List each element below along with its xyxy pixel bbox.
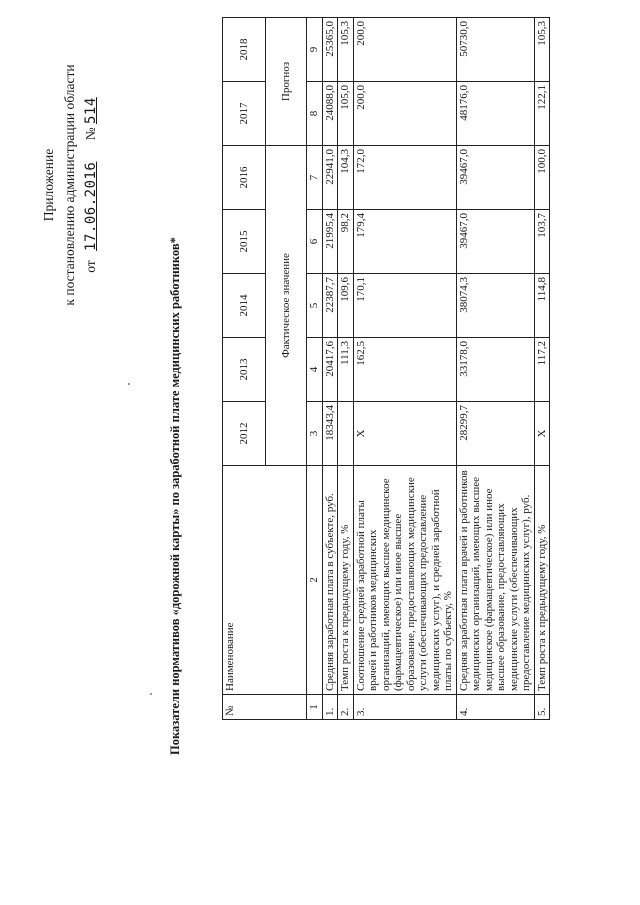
cell-value: 28299,7: [456, 402, 534, 466]
cell-value: 105,0: [338, 82, 354, 146]
cell-value: 162,5: [353, 338, 456, 402]
column-number: 8: [307, 82, 323, 146]
cell-value: Х: [534, 402, 550, 466]
cell-value: 22941,0: [322, 146, 338, 210]
cell-value: 105,3: [534, 18, 550, 82]
row-name: Темп роста к предыдущему году, %: [534, 466, 550, 695]
column-number: 2: [307, 466, 323, 695]
cell-value: 111,3: [338, 338, 354, 402]
table-row: [322, 18, 338, 720]
row-number: 3.: [353, 695, 456, 720]
handwritten-number: 514: [83, 97, 99, 124]
appendix-subtitle: к постановлению администрации области: [62, 64, 77, 306]
cell-value: 103,7: [534, 210, 550, 274]
cell-value: 24088,0: [322, 82, 338, 146]
table-row: [353, 18, 456, 720]
row-name: Соотношение средней заработной платы врачей и работников медицинских организаций, имеющих высшее медицинское (фармацевтическое) или иное высшее образование, предоставляющих медицинские услуги (обеспечивающих предоставление медицинских услуг), и средней заработной платы по субъекту, %: [353, 466, 456, 695]
header-row-years: [223, 18, 266, 720]
header-year-2016: 2016: [223, 146, 266, 210]
appendix-title: Приложение: [41, 148, 56, 222]
cell-value: 48176,0: [456, 82, 534, 146]
cell-value: 22387,7: [322, 274, 338, 338]
column-number: 6: [307, 210, 323, 274]
column-number: 3: [307, 402, 323, 466]
row-number: 4.: [456, 695, 534, 720]
handwritten-date: 17.06.2016: [83, 161, 99, 251]
cell-value: 50730,0: [456, 18, 534, 82]
cell-value: 39467,0: [456, 146, 534, 210]
column-number: 1: [307, 695, 323, 720]
date-prefix: от: [83, 260, 98, 273]
row-number: 2.: [338, 695, 354, 720]
cell-value: 20417,6: [322, 338, 338, 402]
column-number: 9: [307, 18, 323, 82]
header-year-2018: 2018: [223, 18, 266, 82]
cell-value: 39467,0: [456, 210, 534, 274]
header-group-forecast: Прогноз: [266, 18, 307, 146]
cell-value: 18343,4: [322, 402, 338, 466]
table-row: [534, 18, 550, 720]
row-name: Средняя заработная плата в субъекте, руб.: [322, 466, 338, 695]
cell-value: 179,4: [353, 210, 456, 274]
cell-value: Х: [353, 402, 456, 466]
cell-value: 170,1: [353, 274, 456, 338]
number-prefix: №: [83, 127, 98, 141]
roadmap-table: [222, 17, 550, 720]
cell-value: 200,0: [353, 82, 456, 146]
cell-value: [338, 402, 354, 466]
cell-value: 105,3: [338, 18, 354, 82]
table-row: [456, 18, 534, 720]
header-year-2014: 2014: [223, 274, 266, 338]
scan-speck: [150, 693, 152, 695]
column-number: 4: [307, 338, 323, 402]
header-year-2012: 2012: [223, 402, 266, 466]
cell-value: 109,6: [338, 274, 354, 338]
header-group-fact: Фактическое значение: [266, 146, 307, 466]
row-name: Темп роста к предыдущему году, %: [338, 466, 354, 695]
cell-value: 122,1: [534, 82, 550, 146]
cell-value: 21995,4: [322, 210, 338, 274]
table-row: [338, 18, 354, 720]
cell-value: 117,2: [534, 338, 550, 402]
cell-value: 104,3: [338, 146, 354, 210]
cell-value: 33178,0: [456, 338, 534, 402]
row-name: Средняя заработная плата врачей и работников медицинских организаций, имеющих высшее медицинское (фармацевтическое) или иное высшее образование, предоставляющих медицинские услуги (обеспечивающих предоставление медицинских услуг), руб.: [456, 466, 534, 695]
header-name: Наименование: [223, 466, 307, 695]
cell-value: 25365,0: [322, 18, 338, 82]
document-title: Показатели нормативов «дорожной карты» по заработной плате медицинских работников*: [168, 237, 182, 755]
header-year-2015: 2015: [223, 210, 266, 274]
cell-value: 98,2: [338, 210, 354, 274]
header-number: №: [223, 695, 307, 720]
cell-value: 172,0: [353, 146, 456, 210]
cell-value: 38074,3: [456, 274, 534, 338]
appendix-signature-line: [80, 25, 102, 345]
column-number-row: [307, 18, 323, 720]
cell-value: 100,0: [534, 146, 550, 210]
cell-value: 200,0: [353, 18, 456, 82]
column-number: 5: [307, 274, 323, 338]
cell-value: 114,8: [534, 274, 550, 338]
row-number: 5.: [534, 695, 550, 720]
appendix-header: [38, 25, 102, 345]
column-number: 7: [307, 146, 323, 210]
scan-speck: [128, 383, 130, 385]
header-year-2017: 2017: [223, 82, 266, 146]
row-number: 1.: [322, 695, 338, 720]
header-year-2013: 2013: [223, 338, 266, 402]
